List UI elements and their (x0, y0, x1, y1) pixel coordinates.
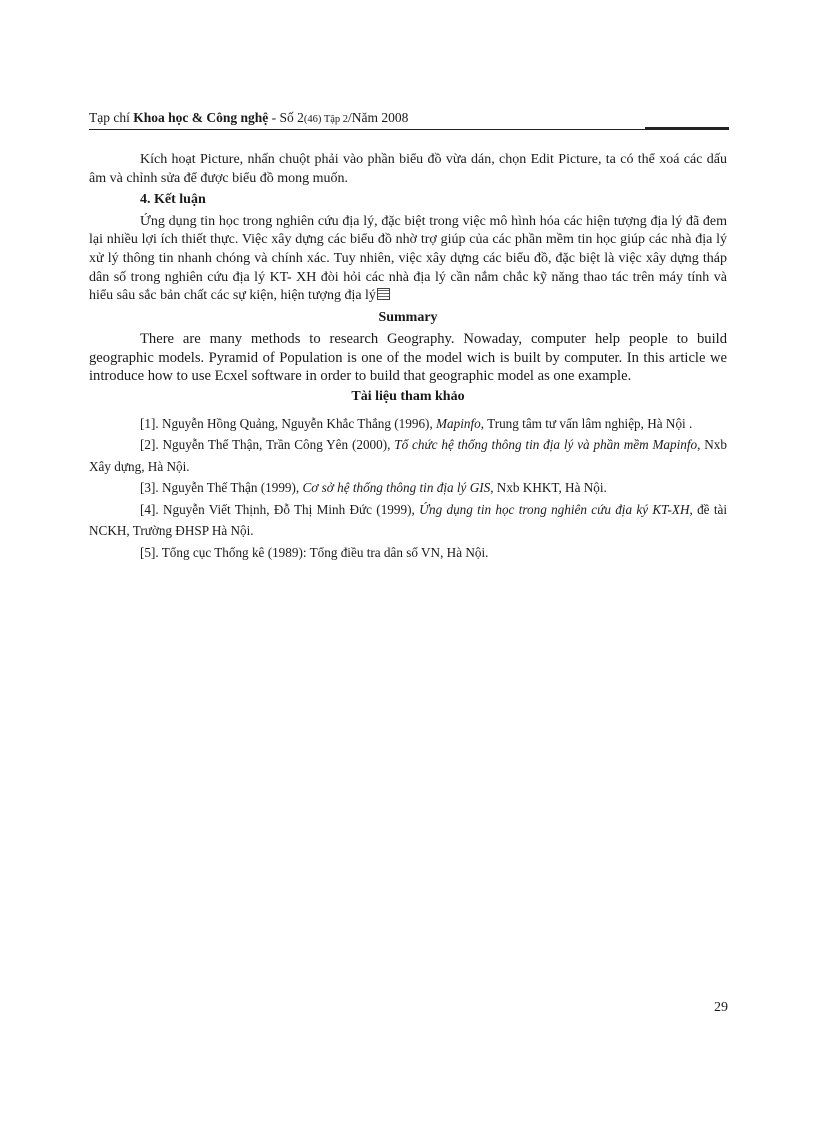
references-heading: Tài liệu tham khảo (351, 388, 465, 404)
running-header (89, 109, 729, 129)
reference-title: Ứng dụng tin học trong nghiên cứu địa ký KT-XH (419, 501, 690, 517)
reference-item (89, 542, 727, 564)
summary-heading: Summary (378, 309, 438, 325)
page-number: 29 (714, 1000, 728, 1015)
header-year: /Năm 2008 (348, 110, 409, 125)
header-prefix: Tạp chí (89, 110, 134, 125)
reference-item (89, 499, 727, 542)
conclusion-text: Ứng dụng tin học trong nghiên cứu địa lý, đặc biệt trong việc mô hình hóa các hiện tượng địa lý đã đem lại nhiều lợi ích thiết thực. Việc xây dựng các biểu đồ nhờ trợ giúp của các phần mềm tin học giúp các nhà địa lý xử lý thông tin nhanh chóng và chính xác. Tuy nhiên, việc xây dựng các biểu đồ, đặc biệt là việc xây dựng tháp dân số trong nghiên cứu địa lý KT- XH đòi hỏi các nhà địa lý cần nắm chắc kỹ năng thao tác trên máy tính và hiểu sâu sắc bản chất các sự kiện, hiện tượng địa lý (89, 213, 727, 304)
reference-list (89, 413, 727, 564)
reference-item (89, 477, 727, 499)
journal-name: Khoa học & Công nghệ (133, 110, 269, 125)
end-of-article-icon (377, 288, 390, 300)
reference-authors: [5]. Tổng cục Thống kê (1989): Tổng điều tra dân số VN, Hà Nội. (140, 544, 489, 560)
reference-title: Cơ sở hệ thống thông tin địa lý GIS (302, 480, 491, 496)
reference-title: Mapinfo (436, 415, 481, 431)
reference-item (89, 434, 727, 477)
header-issue-number: - Số 2 (268, 110, 304, 125)
reference-publisher: , Nxb KHKT, Hà Nội. (490, 480, 607, 496)
reference-authors: [4]. Nguyễn Viết Thịnh, Đỗ Thị Minh Đức (1999), (140, 501, 420, 517)
header-rule-accent (645, 127, 729, 129)
reference-publisher: , Trung tâm tư vấn lâm nghiệp, Hà Nội . (480, 415, 693, 431)
conclusion-heading: 4. Kết luận (140, 192, 206, 208)
reference-authors: [1]. Nguyễn Hồng Quảng, Nguyễn Khắc Thắng (1996), (140, 415, 437, 431)
reference-title: Tổ chức hệ thống thông tin địa lý và phần mềm Mapinfo (394, 437, 698, 453)
summary-paragraph: There are many methods to research Geography. Nowaday, computer help people to build geographic models. Pyramid of Population is one of the model wich is built by computer. In this article we introduce how to use Ecxel software in order to build that geographic model as one example. (89, 331, 727, 384)
reference-publisher: , đề tài NCKH, Trường ĐHSP Hà Nội. (89, 501, 727, 539)
reference-publisher: , Nxb Xây dựng, Hà Nội. (89, 437, 727, 474)
conclusion-paragraph (89, 213, 727, 306)
header-rule (89, 129, 729, 130)
reference-authors: [3]. Nguyễn Thế Thận (1999), (140, 480, 303, 496)
reference-item (89, 413, 727, 435)
header-issue-volume: (46) Tập 2 (303, 114, 349, 125)
picture-edit-paragraph: Kích hoạt Picture, nhấn chuột phải vào phần biểu đồ vừa dán, chọn Edit Picture, ta có thể xoá các dấu âm và chỉnh sửa để được biểu đồ mong muốn. (89, 152, 727, 186)
article-body (89, 151, 727, 563)
reference-authors: [2]. Nguyễn Thế Thận, Trần Công Yên (2000), (140, 437, 395, 453)
